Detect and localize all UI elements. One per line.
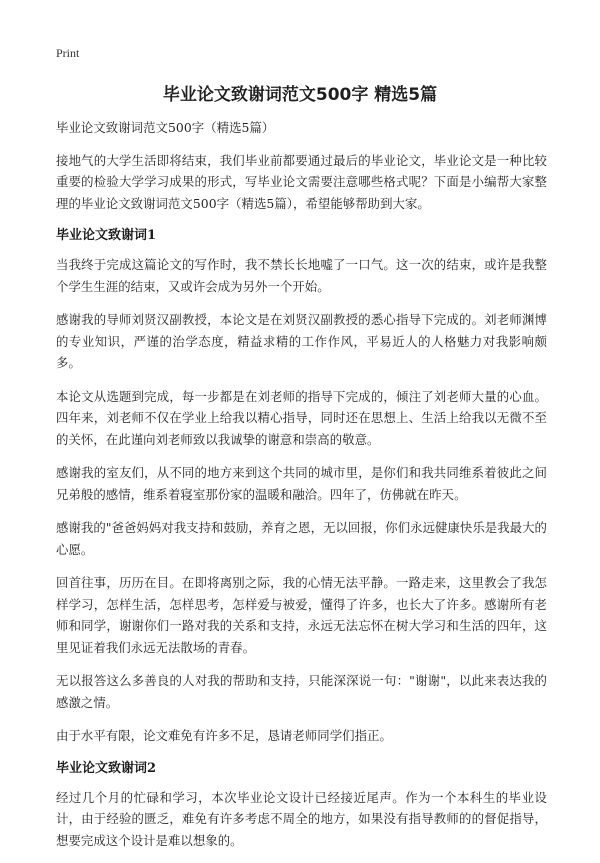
intro-paragraph: 接地气的大学生活即将结束，我们毕业前都要通过最后的毕业论文，毕业论文是一种比较重要的检验大学学习成果的形式，写毕业论文需要注意哪些格式呢？下面是小编帮大家整理的毕业论文致谢词范文500字（精选5篇），希望能够帮助到大家。 [56,152,547,211]
paragraph: 感谢我的室友们，从不同的地方来到这个共同的城市里，是你们和我共同维系着彼此之间兄弟般的感情，维系着寝室那份家的温暖和融洽。四年了，仿佛就在昨天。 [56,465,547,502]
document-subtitle: 毕业论文致谢词范文500字（精选5篇） [56,120,275,135]
paragraph: 当我终于完成这篇论文的写作时，我不禁长长地嘘了一口气。这一次的结束，或许是我整个学生生涯的结束，又或许会成为另外一个开始。 [56,257,547,294]
section-heading-2: 毕业论文致谢词2 [56,760,157,776]
paragraph: 无以报答这么多善良的人对我的帮助和支持，只能深深说一句："谢谢"，以此来表达我的感激之情。 [56,673,547,710]
paragraph: 经过几个月的忙碌和学习，本次毕业论文设计已经接近尾声。作为一个本科生的毕业设计，由于经验的匮乏，难免有许多考虑不周全的地方，如果没有指导教师的的督促指导，想要完成这个设计是难以想象的。 [56,789,547,848]
paragraph: 回首往事，历历在目。在即将离别之际，我的心情无法平静。一路走来，这里教会了我怎样学习，怎样生活，怎样思考，怎样爱与被爱，懂得了许多，也长大了许多。感谢所有老师和同学，谢谢你们一路对我的关系和支持，永远无法忘怀在树大学习和生活的四年，这里见证着我们永远无法散场的青春。 [56,575,547,655]
paragraph: 感谢我的导师刘贤汉副教授，本论文是在刘贤汉副教授的悉心指导下完成的。刘老师渊博的专业知识，严谨的治学态度，精益求精的工作作风，平易近人的人格魅力对我影响颇多。 [56,312,547,370]
section-heading-1: 毕业论文致谢词1 [56,228,157,243]
paragraph: 感谢我的"爸爸妈妈对我支持和鼓励，养育之恩，无以回报，你们永远健康快乐是我最大的心愿。 [56,520,547,557]
print-link[interactable]: Print [56,46,80,60]
paragraph: 由于水平有限，论文难免有许多不足，恳请老师同学们指正。 [56,728,392,743]
document-title: 毕业论文致谢词范文500字 精选5篇 [162,85,438,105]
paragraph: 本论文从选题到完成，每一步都是在刘老师的指导下完成的，倾注了刘老师大量的心血。四年来，刘老师不仅在学业上给我以精心指导，同时还在思想上、生活上给我以无微不至的关怀，在此谨向刘老师致以我诚挚的谢意和崇高的敬意。 [56,388,547,447]
document-body [56,117,547,863]
